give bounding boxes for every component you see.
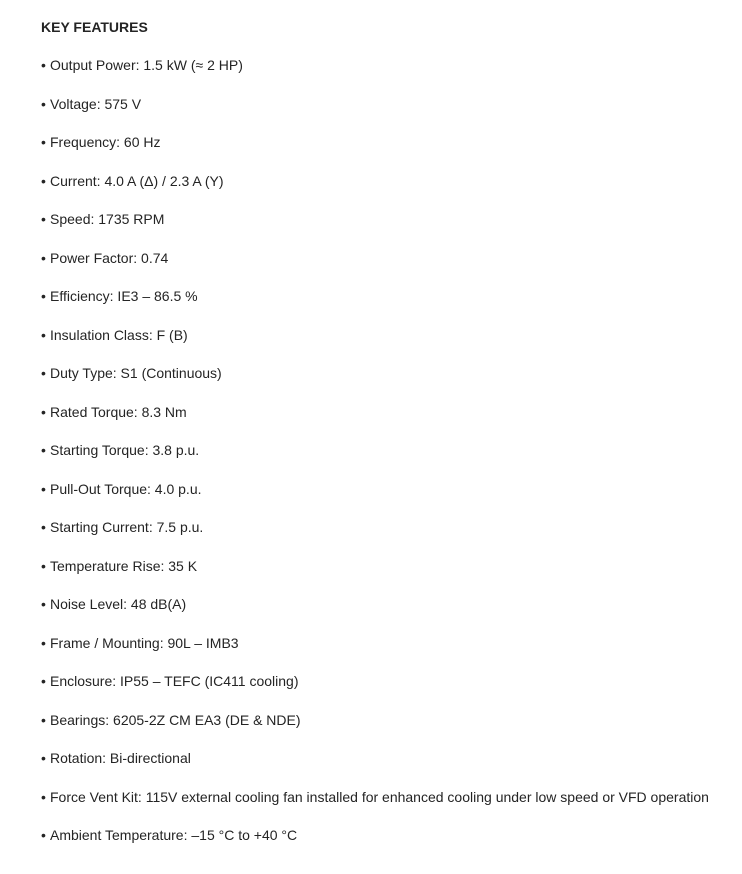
bullet-icon: • <box>41 442 46 458</box>
bullet-icon: • <box>41 95 46 112</box>
bullet-icon: • <box>41 211 46 227</box>
feature-item <box>41 133 742 151</box>
feature-text: Duty Type: S1 (Continuous) <box>50 365 222 381</box>
feature-item <box>41 249 742 267</box>
feature-item <box>41 326 742 344</box>
feature-item <box>41 287 742 305</box>
feature-text: Voltage: 575 V <box>50 95 142 112</box>
feature-text: Efficiency: IE3 – 86.5 % <box>50 288 198 304</box>
feature-item <box>41 634 742 652</box>
feature-text: Frame / Mounting: 90L – IMB3 <box>50 634 239 651</box>
bullet-icon: • <box>41 326 46 343</box>
bullet-icon: • <box>41 249 46 266</box>
bullet-icon: • <box>41 596 46 612</box>
bullet-icon: • <box>41 634 46 651</box>
feature-text: Noise Level: 48 dB(A) <box>50 596 187 612</box>
bullet-icon: • <box>41 788 46 805</box>
feature-item <box>41 441 742 459</box>
feature-item <box>41 95 742 113</box>
feature-text: Force Vent Kit: 115V external cooling fan installed for enhanced cooling under low speed or VFD operation <box>50 788 709 805</box>
bullet-icon: • <box>41 827 46 843</box>
feature-item <box>41 480 742 498</box>
feature-text: Rotation: Bi-directional <box>50 750 191 766</box>
feature-item <box>41 672 742 690</box>
bullet-icon: • <box>41 750 46 766</box>
feature-text: Insulation Class: F (B) <box>50 326 188 343</box>
bullet-icon: • <box>41 519 46 535</box>
bullet-icon: • <box>41 288 46 304</box>
feature-text: Output Power: 1.5 kW (≈ 2 HP) <box>50 57 243 73</box>
feature-item <box>41 518 742 536</box>
bullet-icon: • <box>41 57 46 73</box>
feature-text: Rated Torque: 8.3 Nm <box>50 403 187 420</box>
feature-item <box>41 826 742 844</box>
bullet-icon: • <box>41 365 46 381</box>
bullet-icon: • <box>41 557 46 574</box>
feature-list <box>41 56 742 844</box>
feature-item <box>41 595 742 613</box>
feature-item <box>41 56 742 74</box>
bullet-icon: • <box>41 403 46 420</box>
feature-item <box>41 788 742 806</box>
feature-text: Ambient Temperature: –15 °C to +40 °C <box>50 827 298 843</box>
feature-text: Frequency: 60 Hz <box>50 134 161 150</box>
feature-text: Current: 4.0 A (Δ) / 2.3 A (Y) <box>50 172 224 189</box>
feature-item <box>41 364 742 382</box>
feature-text: Bearings: 6205-2Z CM EA3 (DE & NDE) <box>50 711 301 728</box>
feature-text: Pull-Out Torque: 4.0 p.u. <box>50 480 202 497</box>
feature-text: Starting Torque: 3.8 p.u. <box>50 442 200 458</box>
bullet-icon: • <box>41 480 46 497</box>
bullet-icon: • <box>41 673 46 689</box>
feature-text: Speed: 1735 RPM <box>50 211 165 227</box>
feature-item <box>41 557 742 575</box>
feature-item <box>41 210 742 228</box>
bullet-icon: • <box>41 172 46 189</box>
bullet-icon: • <box>41 134 46 150</box>
feature-item <box>41 172 742 190</box>
feature-text: Temperature Rise: 35 K <box>50 557 198 574</box>
feature-text: Power Factor: 0.74 <box>50 249 169 266</box>
feature-item <box>41 749 742 767</box>
feature-text: Starting Current: 7.5 p.u. <box>50 519 204 535</box>
bullet-icon: • <box>41 711 46 728</box>
feature-item <box>41 711 742 729</box>
feature-text: Enclosure: IP55 – TEFC (IC411 cooling) <box>50 673 299 689</box>
section-heading: KEY FEATURES <box>41 19 148 35</box>
feature-item <box>41 403 742 421</box>
